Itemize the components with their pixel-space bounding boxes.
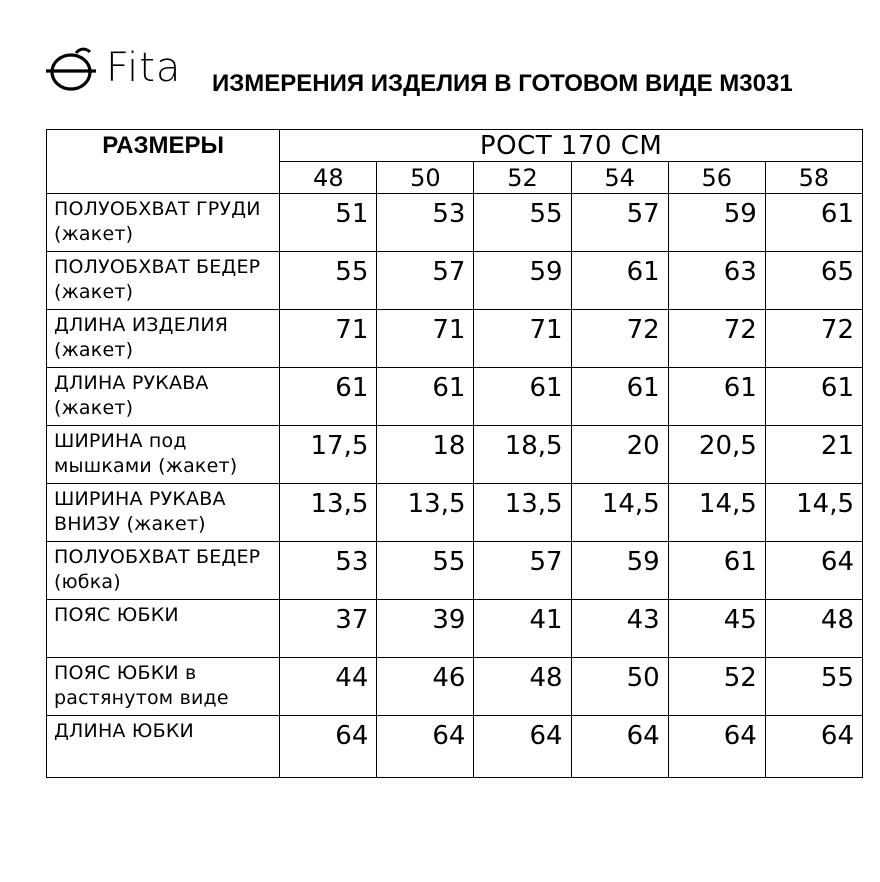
table-row <box>47 426 863 484</box>
table-row <box>47 658 863 716</box>
measurement-value: 61 <box>668 542 765 600</box>
measurement-label: ШИРИНА РУКАВА ВНИЗУ (жакет) <box>47 484 280 542</box>
measurement-value: 17,5 <box>280 426 377 484</box>
measurement-value: 53 <box>280 542 377 600</box>
measurement-label: ДЛИНА ЮБКИ <box>47 716 280 778</box>
measurement-value: 61 <box>765 194 862 252</box>
table-row <box>47 484 863 542</box>
measurement-value: 61 <box>280 368 377 426</box>
measurement-value: 72 <box>668 310 765 368</box>
measurement-value: 64 <box>571 716 668 778</box>
measurement-value: 71 <box>377 310 474 368</box>
table-row <box>47 716 863 778</box>
measurements-body <box>47 194 863 778</box>
measurement-value: 14,5 <box>765 484 862 542</box>
measurement-value: 14,5 <box>668 484 765 542</box>
measurement-value: 59 <box>668 194 765 252</box>
measurement-value: 37 <box>280 600 377 658</box>
measurement-value: 18 <box>377 426 474 484</box>
measurement-value: 48 <box>765 600 862 658</box>
measurement-value: 61 <box>377 368 474 426</box>
measurement-label: ДЛИНА ИЗДЕЛИЯ (жакет) <box>47 310 280 368</box>
measurement-value: 64 <box>765 716 862 778</box>
size-header-58: 58 <box>765 162 862 194</box>
measurement-value: 55 <box>280 252 377 310</box>
measurement-value: 20,5 <box>668 426 765 484</box>
measurement-value: 59 <box>571 542 668 600</box>
measurement-value: 64 <box>280 716 377 778</box>
measurement-value: 57 <box>474 542 571 600</box>
measurement-value: 57 <box>571 194 668 252</box>
measurement-value: 63 <box>668 252 765 310</box>
document-title: ИЗМЕРЕНИЯ ИЗДЕЛИЯ В ГОТОВОМ ВИДЕ М3031 <box>212 70 793 97</box>
measurement-value: 72 <box>765 310 862 368</box>
measurement-value: 61 <box>765 368 862 426</box>
measurement-value: 53 <box>377 194 474 252</box>
measurement-value: 55 <box>474 194 571 252</box>
table-row <box>47 194 863 252</box>
measurement-value: 39 <box>377 600 474 658</box>
measurement-value: 46 <box>377 658 474 716</box>
measurement-value: 65 <box>765 252 862 310</box>
size-header-54: 54 <box>571 162 668 194</box>
size-header-52: 52 <box>474 162 571 194</box>
measurement-value: 64 <box>377 716 474 778</box>
measurement-value: 43 <box>571 600 668 658</box>
measurement-value: 52 <box>668 658 765 716</box>
size-header-56: 56 <box>668 162 765 194</box>
measurement-label: ПОЛУОБХВАТ БЕДЕР (юбка) <box>47 542 280 600</box>
size-header-48: 48 <box>280 162 377 194</box>
measurement-value: 57 <box>377 252 474 310</box>
size-header-50: 50 <box>377 162 474 194</box>
sizes-header: РАЗМЕРЫ <box>47 130 280 194</box>
table-row <box>47 252 863 310</box>
measurement-label: ПОЯС ЮБКИ <box>47 600 280 658</box>
measurement-value: 20 <box>571 426 668 484</box>
measurement-label: ШИРИНА под мышками (жакет) <box>47 426 280 484</box>
measurement-value: 61 <box>668 368 765 426</box>
measurement-value: 71 <box>280 310 377 368</box>
page-header <box>44 44 844 100</box>
height-header: РОСТ 170 СМ <box>280 130 863 162</box>
measurement-value: 64 <box>474 716 571 778</box>
measurement-value: 48 <box>474 658 571 716</box>
brand-name: Fita <box>106 45 182 91</box>
measurement-value: 50 <box>571 658 668 716</box>
measurement-value: 55 <box>377 542 474 600</box>
measurement-value: 21 <box>765 426 862 484</box>
measurement-value: 55 <box>765 658 862 716</box>
measurement-value: 51 <box>280 194 377 252</box>
measurement-label: ПОЛУОБХВАТ ГРУДИ (жакет) <box>47 194 280 252</box>
measurement-value: 13,5 <box>280 484 377 542</box>
table-row <box>47 368 863 426</box>
measurement-value: 41 <box>474 600 571 658</box>
measurement-value: 61 <box>571 368 668 426</box>
measurement-value: 13,5 <box>377 484 474 542</box>
measurement-value: 44 <box>280 658 377 716</box>
measurement-value: 64 <box>765 542 862 600</box>
measurement-value: 64 <box>668 716 765 778</box>
table-row <box>47 542 863 600</box>
size-chart-table <box>46 129 863 778</box>
measurement-value: 72 <box>571 310 668 368</box>
measurement-value: 59 <box>474 252 571 310</box>
measurement-value: 14,5 <box>571 484 668 542</box>
measurement-value: 61 <box>474 368 571 426</box>
measurement-label: ПОЛУОБХВАТ БЕДЕР (жакет) <box>47 252 280 310</box>
brand-logo <box>44 44 194 96</box>
measurement-label: ДЛИНА РУКАВА (жакет) <box>47 368 280 426</box>
fita-logo-icon <box>46 47 96 93</box>
measurement-value: 13,5 <box>474 484 571 542</box>
measurement-value: 18,5 <box>474 426 571 484</box>
table-row <box>47 600 863 658</box>
table-row <box>47 310 863 368</box>
measurement-value: 71 <box>474 310 571 368</box>
measurement-value: 61 <box>571 252 668 310</box>
measurement-value: 45 <box>668 600 765 658</box>
measurement-label: ПОЯС ЮБКИ в растянутом виде <box>47 658 280 716</box>
